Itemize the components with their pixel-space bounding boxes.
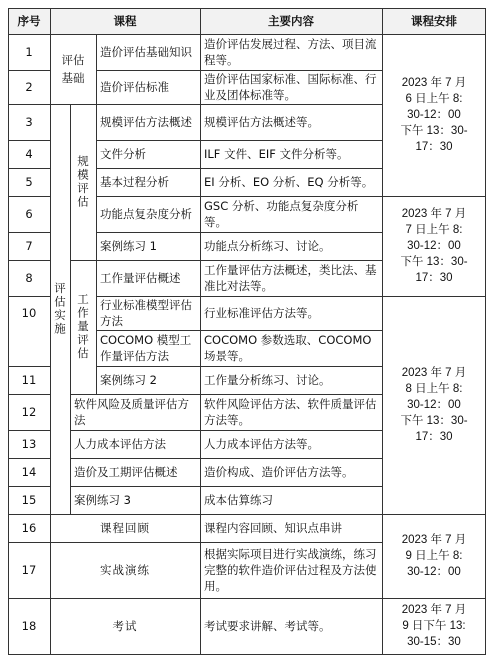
row-course: 案例练习 1 — [100, 239, 157, 253]
schedule-line: 2023 年 7 月 — [401, 604, 467, 616]
schedule-line: 2023 年 7 月 — [401, 367, 467, 379]
divider — [382, 8, 383, 654]
schedule-line: 30-12：00 — [407, 109, 461, 121]
row-course: COCOMO 模型工作量评估方法 — [100, 333, 192, 363]
row-course: 造价评估基础知识 — [100, 45, 192, 59]
table-border-right — [485, 8, 486, 655]
divider — [70, 260, 382, 261]
schedule-line: 下午 13：30- — [400, 256, 468, 268]
row-index: 14 — [21, 465, 37, 479]
header-content: 主要内容 — [200, 8, 382, 34]
row-course: 造价评估标准 — [100, 80, 169, 94]
group-workload-estimation: 工作量评估 — [76, 293, 90, 361]
row-course: 软件风险及质量评估方法 — [74, 397, 189, 427]
divider — [96, 70, 382, 71]
header-schedule: 课程安排 — [382, 8, 486, 34]
row-content: 造价构成、造价评估方法等。 — [204, 465, 354, 479]
row-index: 15 — [21, 493, 37, 507]
row-content: 工作量评估方法概述，类比法、基准比对法等。 — [204, 263, 377, 293]
row-index: 12 — [21, 405, 37, 419]
divider — [96, 104, 97, 394]
group-estimation-basics: 评估基础 — [61, 53, 85, 85]
divider — [8, 598, 486, 599]
row-index: 8 — [25, 271, 33, 285]
schedule-day1 — [382, 34, 486, 196]
divider — [8, 486, 50, 487]
divider — [96, 232, 382, 233]
row-content: 考试要求讲解、考试等。 — [204, 619, 331, 633]
row-index: 4 — [25, 147, 33, 161]
divider — [8, 296, 50, 297]
row-index: 16 — [21, 521, 37, 535]
divider — [96, 330, 382, 331]
divider — [8, 196, 50, 197]
divider — [8, 168, 50, 169]
row-content: GSC 分析、功能点复杂度分析等。 — [204, 199, 359, 229]
row-course: 工作量评估概述 — [100, 271, 181, 285]
schedule-line: 30-12：00 — [407, 240, 461, 252]
schedule-line: 17：30 — [415, 141, 453, 153]
divider — [8, 232, 50, 233]
divider — [50, 104, 382, 105]
row-content: 行业标准评估方法等。 — [204, 306, 319, 320]
group-estimation-practice: 评估实施 — [53, 282, 67, 336]
schedule-day2 — [382, 196, 486, 296]
schedule-line: 9 日下午 13: — [402, 620, 466, 632]
table-border-left — [8, 8, 9, 655]
divider — [96, 34, 97, 104]
divider — [70, 394, 382, 395]
row-index: 13 — [21, 437, 37, 451]
table-border-bottom — [8, 654, 486, 655]
divider — [8, 260, 50, 261]
divider — [96, 196, 486, 197]
divider — [8, 394, 50, 395]
row-index: 5 — [25, 175, 33, 189]
schedule-line: 下午 13：30- — [400, 125, 468, 137]
schedule-line: 17：30 — [415, 431, 453, 443]
row-index: 2 — [25, 80, 33, 94]
schedule-line: 下午 13：30- — [400, 415, 468, 427]
row-content: 软件风险评估方法、软件质量评估方法等。 — [204, 397, 377, 427]
schedule-line: 2023 年 7 月 — [401, 534, 467, 546]
row-content: EI 分析、EO 分析、EQ 分析等。 — [204, 175, 374, 189]
row-content: 人力成本评估方法等。 — [204, 437, 319, 451]
row-index: 18 — [21, 619, 37, 633]
row-course: 课程回顾 — [100, 521, 150, 535]
row-course: 基本过程分析 — [100, 175, 169, 189]
schedule-line: 17：30 — [415, 272, 453, 284]
schedule-line: 2023 年 7 月 — [401, 77, 467, 89]
row-course: 案例练习 2 — [100, 373, 157, 387]
row-content: ILF 文件、EIF 文件分析等。 — [204, 147, 349, 161]
schedule-day4-afternoon — [382, 598, 486, 654]
schedule-day4-morning — [382, 514, 486, 598]
header-index: 序号 — [8, 8, 50, 34]
row-content: 根据实际项目进行实战演练，练习完整的软件造价评估过程及方法使用。 — [204, 547, 377, 593]
schedule-line: 9 日上午 8: — [405, 550, 463, 562]
row-index: 7 — [25, 239, 33, 253]
group-scale-estimation: 规模评估 — [76, 155, 90, 209]
schedule-line: 7 日上午 8: — [405, 224, 463, 236]
row-content: 功能点分析练习、讨论。 — [204, 239, 331, 253]
divider — [8, 458, 50, 459]
row-course: 行业标准模型评估方法 — [100, 298, 192, 328]
header-course: 课程 — [50, 8, 200, 34]
divider — [70, 458, 382, 459]
row-course: 规模评估方法概述 — [100, 115, 192, 129]
row-content: 课程内容回顾、知识点串讲 — [204, 521, 342, 535]
divider — [8, 542, 382, 543]
divider — [8, 34, 486, 35]
divider — [8, 140, 50, 141]
schedule-line: 30-15：30 — [407, 636, 461, 648]
divider — [70, 104, 71, 514]
row-course: 人力成本评估方法 — [74, 437, 166, 451]
schedule-day3 — [382, 296, 486, 514]
row-index: 6 — [25, 207, 33, 221]
schedule-line: 6 日上午 8: — [405, 93, 463, 105]
schedule-line: 30-12：00 — [407, 399, 461, 411]
divider — [70, 430, 382, 431]
divider — [96, 140, 382, 141]
divider — [96, 296, 486, 297]
divider — [8, 104, 50, 105]
row-index: 3 — [25, 115, 33, 129]
row-course: 案例练习 3 — [74, 493, 131, 507]
divider — [8, 514, 486, 515]
schedule-line: 2023 年 7 月 — [401, 208, 467, 220]
row-course: 功能点复杂度分析 — [100, 207, 192, 221]
row-index: 1 — [25, 45, 33, 59]
schedule-line: 30-12：00 — [407, 566, 461, 578]
row-index: 17 — [21, 563, 37, 577]
row-content: 规模评估方法概述等。 — [204, 115, 319, 129]
row-content: 造价评估发展过程、方法、项目流程等。 — [204, 37, 377, 67]
row-content: COCOMO 参数选取、COCOMO 场景等。 — [204, 333, 372, 363]
divider — [8, 430, 50, 431]
row-index: 11 — [21, 373, 37, 387]
divider — [70, 486, 382, 487]
row-course: 造价及工期评估概述 — [74, 465, 178, 479]
row-index: 10 — [21, 306, 37, 320]
row-course: 考试 — [112, 619, 138, 633]
row-course: 实战演练 — [100, 563, 150, 577]
divider — [96, 168, 382, 169]
row-content: 成本估算练习 — [204, 493, 273, 507]
divider — [8, 70, 50, 71]
row-content: 造价评估国家标准、国际标准、行业及团体标准等。 — [204, 72, 377, 102]
divider — [96, 366, 382, 367]
schedule-line: 8 日上午 8: — [405, 383, 463, 395]
row-course: 文件分析 — [100, 147, 146, 161]
table-border-top — [8, 8, 486, 9]
divider — [8, 366, 50, 367]
row-content: 工作量分析练习、讨论。 — [204, 373, 331, 387]
